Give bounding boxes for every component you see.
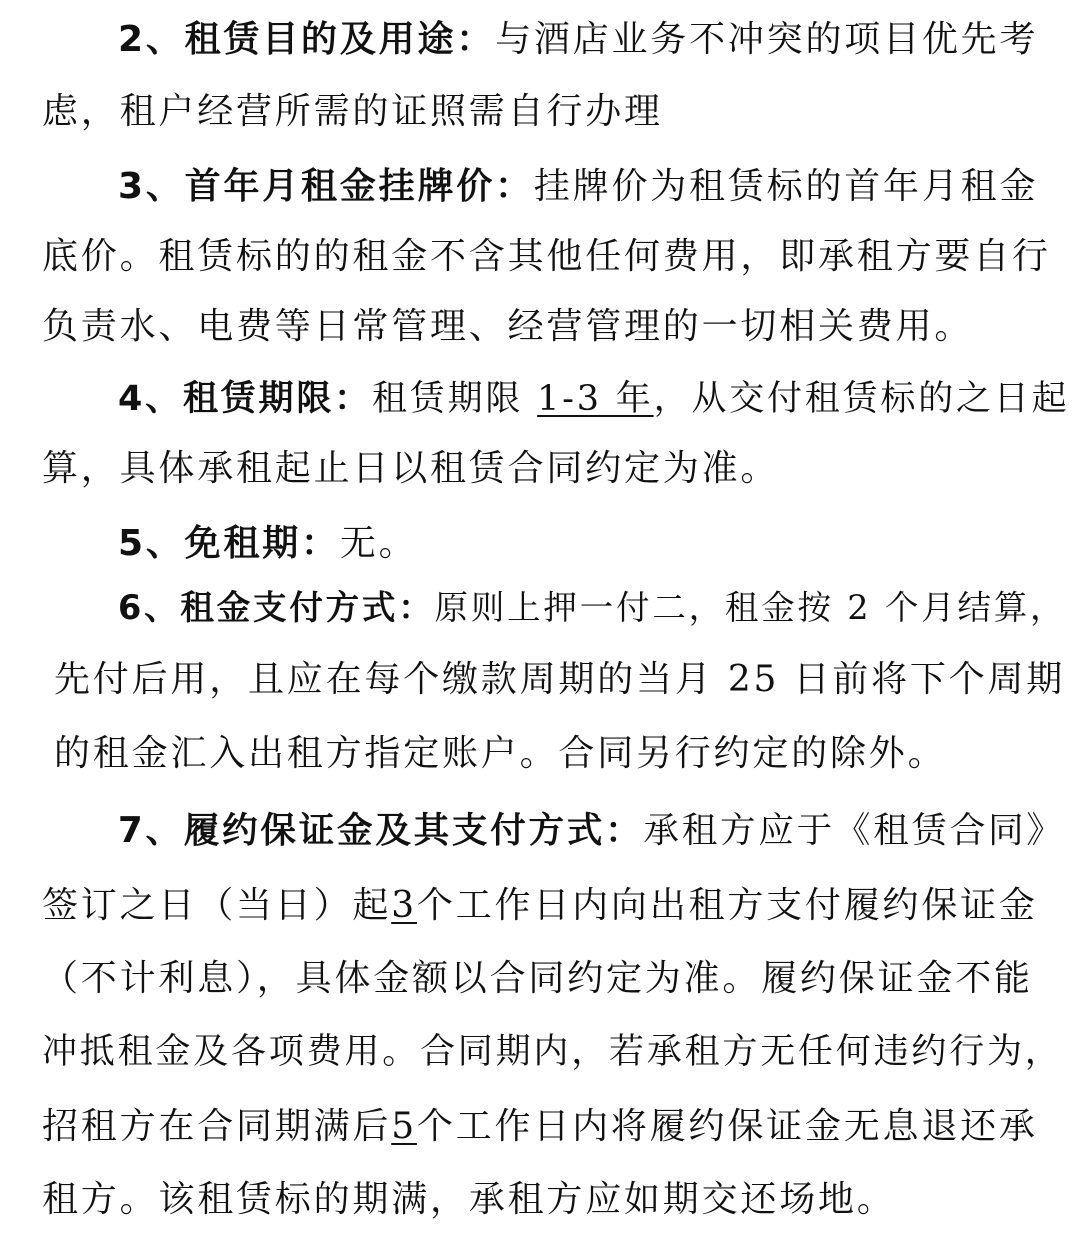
item-text: ，从交付租赁标的之日起	[653, 379, 1070, 419]
item-number: 5、	[118, 523, 185, 564]
item-text: 挂牌价为租赁标的首年月租金	[533, 166, 1039, 207]
item-4-line-2	[42, 445, 779, 493]
item-text: 冲抵租金及各项费用。合同期内，若承租方无任何违约行为，	[42, 1032, 1063, 1072]
item-text: 个工作日内将履约保证金无息退还承	[416, 1106, 1038, 1147]
item-text: 底价。租赁标的的租金不含其他任何费用，即承租方要自行	[42, 236, 1051, 277]
item-text: 租赁期限	[371, 379, 538, 419]
item-text: 与酒店业务不冲突的项目优先考	[495, 19, 1039, 60]
item-text: 个工作日内向出租方支付履约保证金	[416, 885, 1038, 926]
refund-days-value: 5	[391, 1106, 417, 1147]
item-6-line-3	[54, 730, 946, 778]
item-heading: 租赁目的及用途：	[184, 19, 496, 60]
item-7-line-2	[42, 882, 1038, 930]
item-number: 6、	[118, 588, 181, 627]
item-text: 承租方应于《租赁合同》	[643, 810, 1065, 851]
item-3-line-1	[118, 163, 1038, 211]
item-text: 算，具体承租起止日以租赁合同约定为准。	[42, 448, 780, 489]
item-text: （不计利息），具体金额以合同约定为准。履约保证金不能	[42, 958, 1033, 999]
item-text: 租方。该租赁标的期满，承租方应如期交还场地。	[42, 1179, 896, 1220]
item-number: 7、	[118, 810, 184, 851]
item-heading: 首年月租金挂牌价：	[184, 166, 534, 207]
item-4-line-1	[118, 375, 1069, 423]
item-text: 虑，租户经营所需的证照需自行办理	[42, 91, 663, 132]
item-6-line-2	[54, 656, 1065, 704]
deposit-days-value: 3	[391, 885, 417, 926]
item-7-line-4	[42, 1028, 1063, 1076]
item-heading: 租金支付方式：	[180, 588, 435, 627]
item-number: 4、	[118, 379, 183, 419]
item-text: 负责水、电费等日常管理、经营管理的一切相关费用。	[42, 306, 974, 347]
item-7-line-1	[118, 807, 1065, 855]
item-3-line-3	[42, 303, 973, 351]
item-7-line-6	[42, 1176, 896, 1224]
lease-term-value: 1-3 年	[537, 379, 654, 419]
item-text: 的租金汇入出租方指定账户。合同另行约定的除外。	[54, 733, 947, 774]
item-number: 3、	[118, 166, 185, 207]
item-heading: 租赁期限：	[182, 379, 372, 419]
item-text: 招租方在合同期满后	[42, 1106, 392, 1147]
item-7-line-3	[42, 955, 1033, 1003]
item-5-line-1	[118, 520, 417, 568]
item-text: 签订之日（当日）起	[42, 885, 392, 926]
item-7-line-5	[42, 1103, 1038, 1151]
item-text: 原则上押一付二，租金按 2 个月结算，	[434, 588, 1067, 627]
item-2-line-1	[118, 16, 1038, 64]
item-3-line-2	[42, 233, 1051, 281]
item-number: 2、	[118, 19, 185, 60]
item-heading: 履约保证金及其支付方式：	[183, 810, 644, 851]
item-heading: 免租期：	[184, 523, 340, 564]
item-2-line-2	[42, 88, 663, 136]
item-6-line-1	[118, 584, 1066, 632]
item-text: 无。	[339, 523, 418, 564]
item-text: 先付后用，且应在每个缴款周期的当月 25 日前将下个周期	[54, 659, 1066, 700]
